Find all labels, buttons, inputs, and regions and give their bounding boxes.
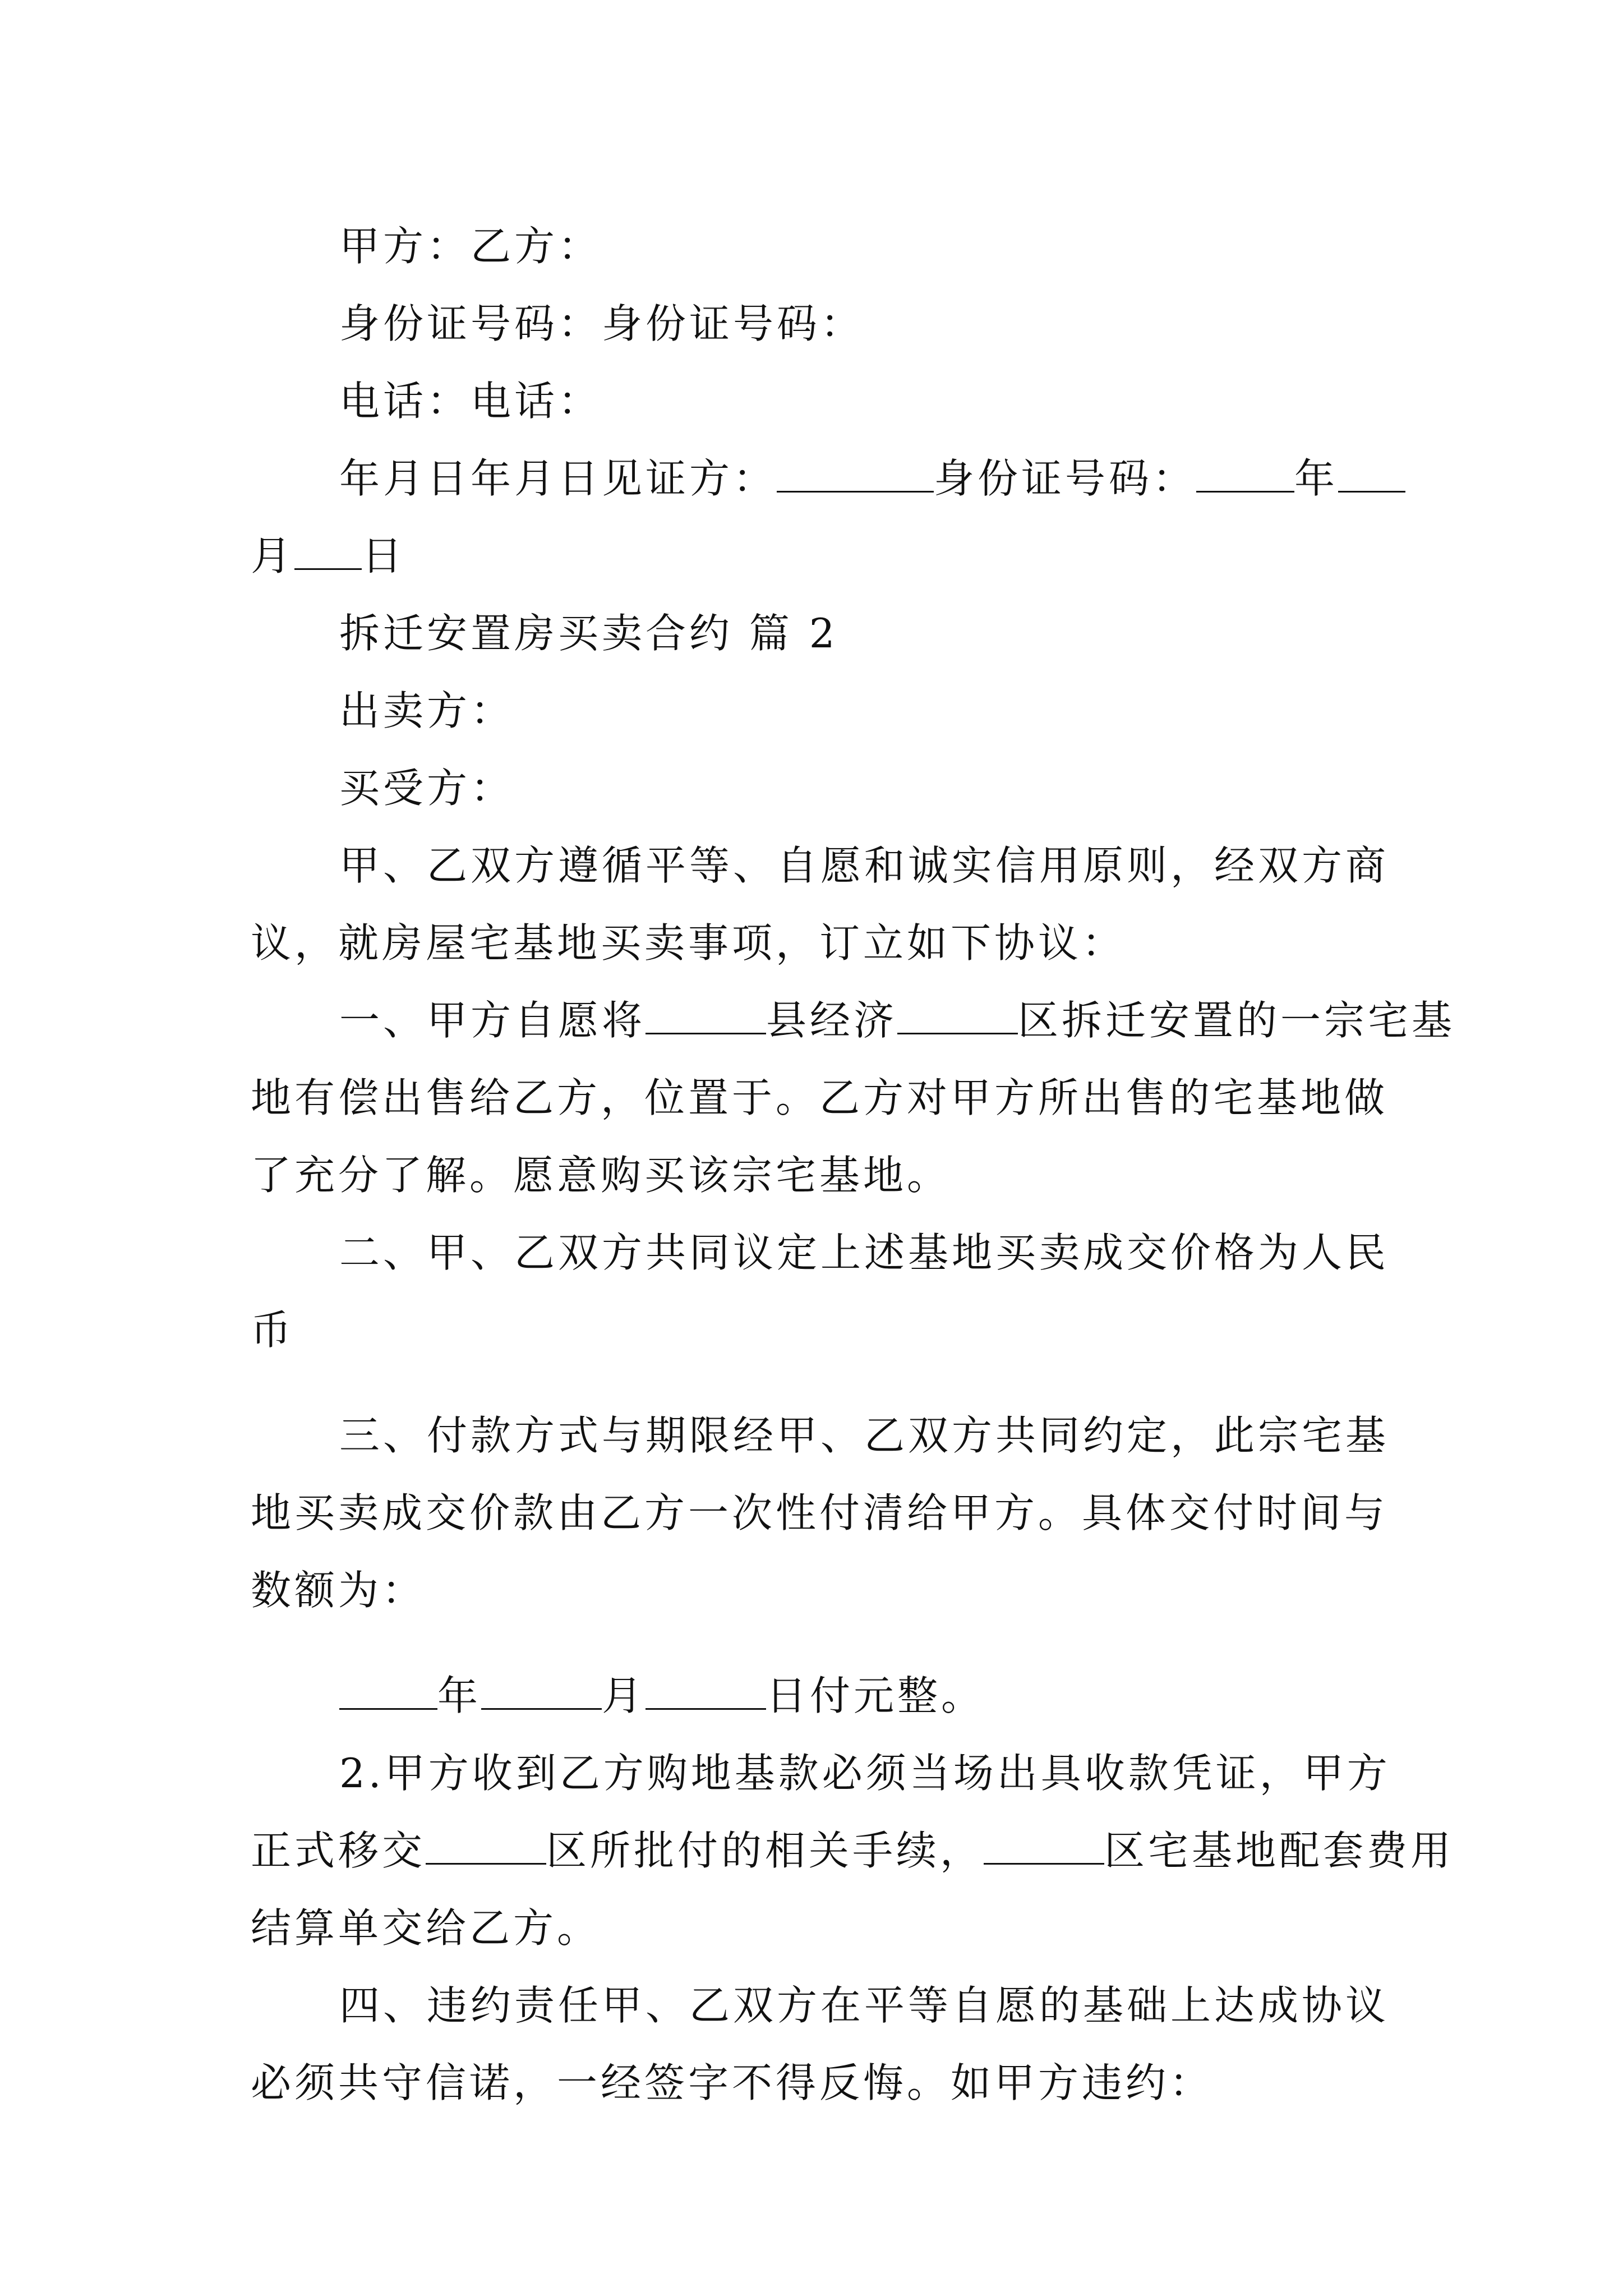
clause4-line-2: 必须共守信诺，一经签字不得反悔。如甲方违约： <box>251 2059 1214 2106</box>
year-char: 年 <box>1294 455 1339 502</box>
payment-year-char: 年 <box>437 1672 482 1719</box>
clause3-line-3: 数额为： <box>251 1567 426 1614</box>
month-blank <box>1338 456 1405 493</box>
date-witness-prefix: 年月日年月日见证方： <box>339 455 777 502</box>
clause1-line-3: 了充分了解。愿意购买该宗宅基地。 <box>251 1152 951 1199</box>
district-blank <box>897 998 1018 1034</box>
clause1-line-2: 地有偿出售给乙方，位置于。乙方对甲方所出售的宅基地做 <box>251 1074 1389 1121</box>
day-blank <box>294 533 362 570</box>
clause1-part-b: 县经济 <box>766 997 898 1044</box>
item2-line-2 <box>251 1812 1455 1889</box>
contract-title: 拆迁安置房买卖合约 篇 2 <box>339 610 838 657</box>
witness-id-label: 身份证号码： <box>934 455 1197 502</box>
paragraph-gap <box>251 1369 1389 1397</box>
clause2-line-1: 二、甲、乙双方共同议定上述基地买卖成交价格为人民 <box>339 1229 1390 1276</box>
paragraph-gap <box>251 1629 1389 1657</box>
payment-month-blank <box>481 1673 602 1710</box>
clause1-part-c: 区拆迁安置的一宗宅基 <box>1018 997 1456 1044</box>
item2-part-a: 正式移交 <box>251 1827 426 1874</box>
item2-line-3: 结算单交给乙方。 <box>251 1904 601 1952</box>
county-blank <box>645 998 766 1034</box>
clause1-line-1 <box>251 982 1456 1059</box>
witness-name-blank <box>777 456 934 493</box>
payment-year-blank <box>339 1673 437 1710</box>
phone-line: 电话：电话： <box>339 378 602 425</box>
date-witness-line-cont <box>251 517 1389 595</box>
payment-date-line <box>251 1657 1389 1734</box>
item2-district-blank-1 <box>426 1828 546 1865</box>
clause3-line-2: 地买卖成交价款由乙方一次性付清给甲方。具体交付时间与 <box>251 1489 1389 1536</box>
item2-district-blank-2 <box>984 1828 1104 1865</box>
document-body <box>251 208 1456 2122</box>
month-char: 月 <box>251 532 295 579</box>
payment-month-char: 月 <box>602 1672 646 1719</box>
payment-suffix: 日付元整。 <box>766 1672 985 1719</box>
intro-line-2: 议，就房屋宅基地买卖事项，订立如下协议： <box>251 919 1126 967</box>
seller-label: 出卖方： <box>339 687 515 734</box>
day-char: 日 <box>362 532 406 579</box>
id-number-line: 身份证号码：身份证号码： <box>339 300 865 347</box>
party-line: 甲方：乙方： <box>339 223 602 270</box>
clause4-line-1: 四、违约责任甲、乙双方在平等自愿的基础上达成协议 <box>339 1982 1390 2029</box>
item2-part-b: 区所批付的相关手续， <box>546 1827 984 1874</box>
payment-day-blank <box>645 1673 766 1710</box>
clause3-line-1: 三、付款方式与期限经甲、乙双方共同约定，此宗宅基 <box>339 1412 1390 1459</box>
clause1-part-a: 一、甲方自愿将 <box>339 997 646 1044</box>
item2-part-c: 区宅基地配套费用 <box>1104 1827 1455 1874</box>
clause2-line-2: 币 <box>251 1306 295 1354</box>
date-witness-line <box>251 440 1389 517</box>
item2-line-1: 2.甲方收到乙方购地基款必须当场出具收款凭证，甲方 <box>339 1750 1391 1797</box>
buyer-label: 买受方： <box>339 765 515 812</box>
year-blank <box>1196 456 1294 493</box>
intro-line-1: 甲、乙双方遵循平等、自愿和诚实信用原则，经双方商 <box>339 842 1390 889</box>
